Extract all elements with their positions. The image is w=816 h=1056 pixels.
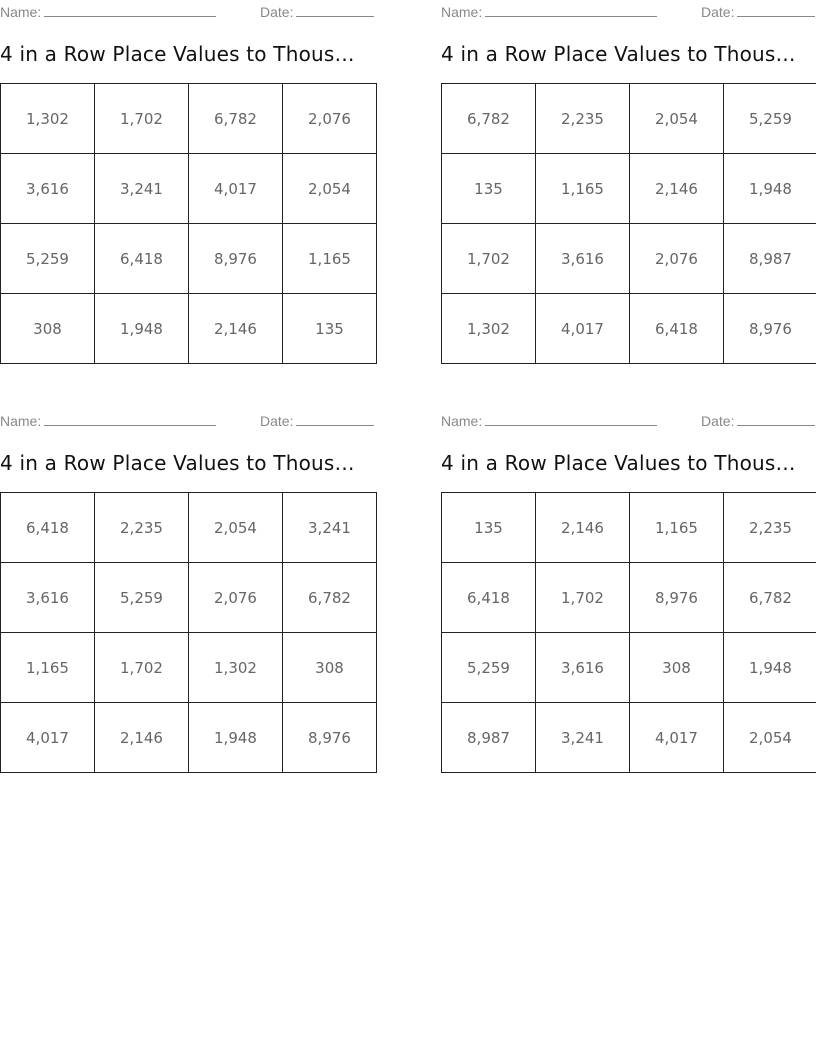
grid-cell: 6,418	[442, 563, 536, 633]
worksheet-card	[0, 0, 375, 338]
grid-cell: 2,054	[630, 84, 724, 154]
name-label: Name:	[0, 4, 42, 20]
grid-cell: 5,259	[724, 84, 816, 154]
grid-cell: 6,418	[95, 224, 189, 294]
date-field[interactable]	[701, 3, 815, 20]
grid-cell: 6,418	[1, 493, 95, 563]
worksheet-header	[441, 409, 816, 431]
grid-cell: 2,146	[536, 493, 630, 563]
grid-cell: 2,235	[95, 493, 189, 563]
grid-cell: 8,987	[442, 703, 536, 773]
grid-cell: 308	[630, 633, 724, 703]
date-label: Date:	[701, 4, 735, 20]
grid-cell: 6,782	[442, 84, 536, 154]
grid-cell: 1,165	[630, 493, 724, 563]
grid-row	[1, 633, 377, 703]
name-label: Name:	[441, 4, 483, 20]
name-field[interactable]	[0, 412, 216, 429]
grid-cell: 6,782	[189, 84, 283, 154]
name-field[interactable]	[441, 412, 657, 429]
name-blank-line[interactable]	[485, 3, 657, 17]
grid-cell: 2,235	[724, 493, 816, 563]
grid-cell: 1,948	[95, 294, 189, 364]
grid-row	[442, 154, 816, 224]
grid-cell: 1,302	[189, 633, 283, 703]
grid-cell: 135	[283, 294, 377, 364]
number-grid	[0, 492, 377, 773]
grid-cell: 1,702	[536, 563, 630, 633]
name-blank-line[interactable]	[44, 3, 216, 17]
grid-cell: 3,616	[536, 224, 630, 294]
grid-row	[1, 224, 377, 294]
grid-cell: 1,948	[724, 154, 816, 224]
grid-cell: 1,702	[95, 84, 189, 154]
worksheet-title: 4 in a Row Place Values to Thous…	[441, 42, 796, 66]
grid-cell: 8,976	[630, 563, 724, 633]
name-blank-line[interactable]	[485, 412, 657, 426]
grid-row	[442, 294, 816, 364]
grid-row	[1, 154, 377, 224]
worksheet-title: 4 in a Row Place Values to Thous…	[441, 451, 796, 475]
worksheet-header	[441, 0, 816, 22]
date-blank-line[interactable]	[737, 3, 815, 17]
grid-cell: 1,165	[1, 633, 95, 703]
grid-row	[1, 294, 377, 364]
grid-row	[442, 563, 816, 633]
grid-row	[442, 84, 816, 154]
date-blank-line[interactable]	[296, 3, 374, 17]
grid-cell: 3,616	[1, 563, 95, 633]
grid-cell: 3,241	[283, 493, 377, 563]
grid-row	[442, 703, 816, 773]
name-field[interactable]	[441, 3, 657, 20]
grid-cell: 1,302	[1, 84, 95, 154]
grid-cell: 5,259	[95, 563, 189, 633]
grid-cell: 1,165	[283, 224, 377, 294]
grid-cell: 8,987	[724, 224, 816, 294]
grid-cell: 2,146	[189, 294, 283, 364]
name-label: Name:	[0, 413, 42, 429]
worksheet-title: 4 in a Row Place Values to Thous…	[0, 42, 355, 66]
number-grid	[441, 492, 816, 773]
grid-cell: 1,948	[724, 633, 816, 703]
worksheet-card	[441, 0, 816, 338]
grid-cell: 4,017	[536, 294, 630, 364]
number-grid	[441, 83, 816, 364]
grid-cell: 2,054	[283, 154, 377, 224]
grid-cell: 2,076	[189, 563, 283, 633]
grid-cell: 2,054	[724, 703, 816, 773]
name-label: Name:	[441, 413, 483, 429]
grid-row	[1, 703, 377, 773]
grid-cell: 4,017	[1, 703, 95, 773]
grid-cell: 1,948	[189, 703, 283, 773]
grid-cell: 8,976	[724, 294, 816, 364]
grid-cell: 4,017	[189, 154, 283, 224]
grid-cell: 2,076	[630, 224, 724, 294]
grid-cell: 135	[442, 493, 536, 563]
date-blank-line[interactable]	[737, 412, 815, 426]
grid-cell: 1,702	[442, 224, 536, 294]
grid-row	[442, 633, 816, 703]
grid-cell: 6,418	[630, 294, 724, 364]
grid-cell: 8,976	[283, 703, 377, 773]
grid-cell: 2,146	[630, 154, 724, 224]
grid-cell: 6,782	[283, 563, 377, 633]
grid-cell: 6,782	[724, 563, 816, 633]
grid-cell: 2,076	[283, 84, 377, 154]
grid-cell: 4,017	[630, 703, 724, 773]
grid-cell: 135	[442, 154, 536, 224]
name-blank-line[interactable]	[44, 412, 216, 426]
grid-cell: 3,241	[95, 154, 189, 224]
grid-cell: 8,976	[189, 224, 283, 294]
date-blank-line[interactable]	[296, 412, 374, 426]
date-label: Date:	[701, 413, 735, 429]
date-field[interactable]	[260, 3, 374, 20]
grid-row	[1, 84, 377, 154]
worksheet-header	[0, 409, 375, 431]
grid-row	[442, 224, 816, 294]
grid-cell: 3,616	[1, 154, 95, 224]
grid-cell: 2,235	[536, 84, 630, 154]
date-field[interactable]	[701, 412, 815, 429]
name-field[interactable]	[0, 3, 216, 20]
number-grid	[0, 83, 377, 364]
worksheet-card	[441, 409, 816, 747]
date-label: Date:	[260, 413, 294, 429]
grid-cell: 3,616	[536, 633, 630, 703]
worksheet-header	[0, 0, 375, 22]
worksheet-card	[0, 409, 375, 747]
grid-cell: 1,165	[536, 154, 630, 224]
grid-cell: 2,146	[95, 703, 189, 773]
grid-cell: 308	[1, 294, 95, 364]
grid-cell: 2,054	[189, 493, 283, 563]
grid-cell: 5,259	[1, 224, 95, 294]
date-label: Date:	[260, 4, 294, 20]
grid-row	[1, 563, 377, 633]
grid-cell: 3,241	[536, 703, 630, 773]
grid-cell: 1,702	[95, 633, 189, 703]
date-field[interactable]	[260, 412, 374, 429]
grid-row	[442, 493, 816, 563]
grid-cell: 1,302	[442, 294, 536, 364]
grid-row	[1, 493, 377, 563]
worksheet-title: 4 in a Row Place Values to Thous…	[0, 451, 355, 475]
grid-cell: 308	[283, 633, 377, 703]
grid-cell: 5,259	[442, 633, 536, 703]
